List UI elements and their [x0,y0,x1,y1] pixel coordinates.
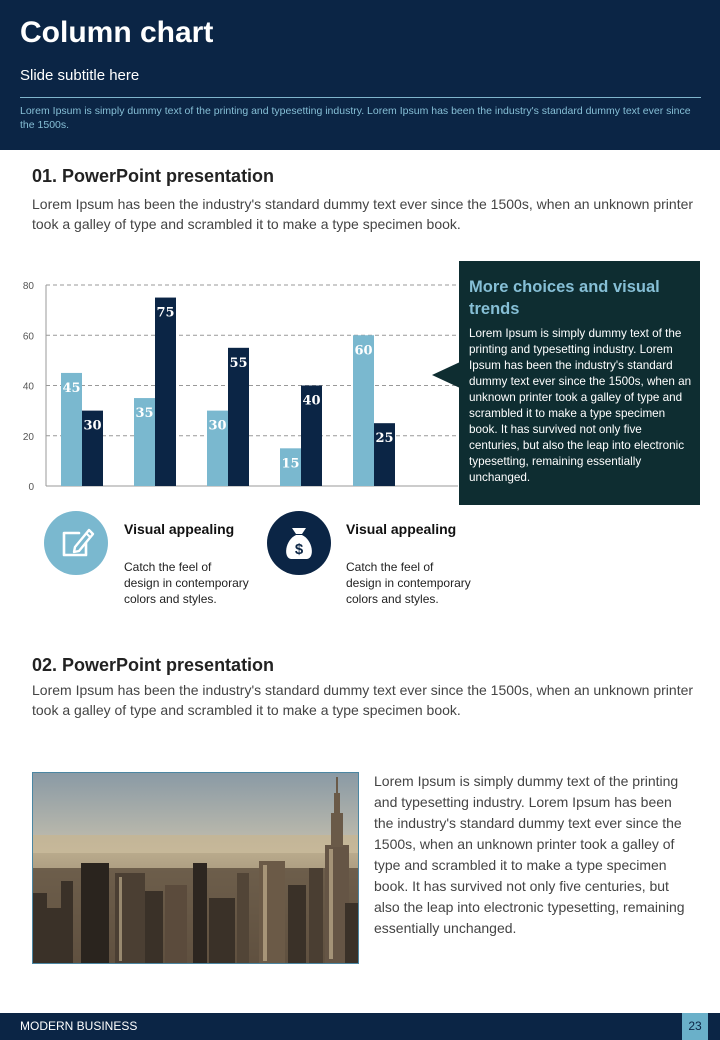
callout-box [459,261,700,505]
feature2-icon-circle [267,511,331,575]
data-label: 35 [135,406,154,422]
section2-text: Lorem Ipsum has been the industry's standard dummy text ever since the 1500s, when an unknown printer took a galley of type and scrambled it to make a type specimen book. [32,682,694,718]
data-label: 60 [354,343,373,359]
skyline-image [33,773,358,963]
city-skyline-photo [32,772,359,964]
data-label: 55 [229,355,248,371]
data-label: 75 [156,305,175,321]
y-tick-label: 80 [22,281,34,292]
data-label: 45 [62,380,81,396]
footer-brand: MODERN BUSINESS [20,1019,138,1033]
y-tick-label: 20 [22,431,34,443]
header-divider [20,97,701,98]
slide-footer [0,1013,720,1040]
feature1-icon-circle [44,511,108,575]
slide-title: Column chart [20,16,214,49]
data-label: 25 [375,431,394,447]
data-label: 30 [208,418,227,434]
data-label: 15 [281,456,300,472]
feature2-title: Visual appealing [346,521,457,537]
edit-icon [44,511,108,575]
y-tick-label: 0 [28,482,34,493]
section1-text: Lorem Ipsum has been the industry's standard dummy text ever since the 1500s, when an unknown printer took a galley of type and scrambled it to make a type specimen book. [32,196,694,232]
slide-header [0,0,720,150]
svg-text:$: $ [294,541,304,558]
bar-2-2 [155,298,176,486]
section1-title: 01. PowerPoint presentation [32,166,275,186]
data-label: 30 [83,418,102,434]
callout-title: More choices and visual trends [469,278,660,318]
y-tick-label: 60 [22,331,34,343]
feature1-text: Catch the feel of design in contemporary colors and styles. [124,560,249,606]
feature2-text: Catch the feel of design in contemporary colors and styles. [346,560,471,606]
callout-text: Lorem Ipsum is simply dummy text of the printing and typesetting industry. Lorem Ipsum has been the industry's standard dummy text ever since the 1500s, when an unknown printer took a galley of type and scrambled it to make a type specimen book. It has survived not only five centuries, but also the leap into electronic typesetting, remaining essentially unchanged. [469,327,692,484]
feature1-title: Visual appealing [124,521,235,537]
section2-title: 02. PowerPoint presentation [32,655,275,675]
section2-photo-text: Lorem Ipsum is simply dummy text of the printing and typesetting industry. Lorem Ipsum has been the industry's standard dummy text ever since the 1500s, when an unknown printer took a galley of type and scrambled it to make a type specimen book. It has survived not only five centuries, but also the leap into electronic typesetting, remaining essentially unchanged. [374,773,685,936]
column-chart [18,276,458,496]
slide-subtitle: Slide subtitle here [20,67,140,84]
header-description: Lorem Ipsum is simply dummy text of the printing and typesetting industry. Lorem Ipsum has been the industry's standard dummy text ever since the 1500s. [20,105,691,131]
page-number: 23 [682,1013,708,1040]
data-label: 40 [302,393,321,409]
money-bag-icon [267,511,331,575]
callout-pointer [432,362,460,388]
y-tick-label: 40 [22,381,34,393]
